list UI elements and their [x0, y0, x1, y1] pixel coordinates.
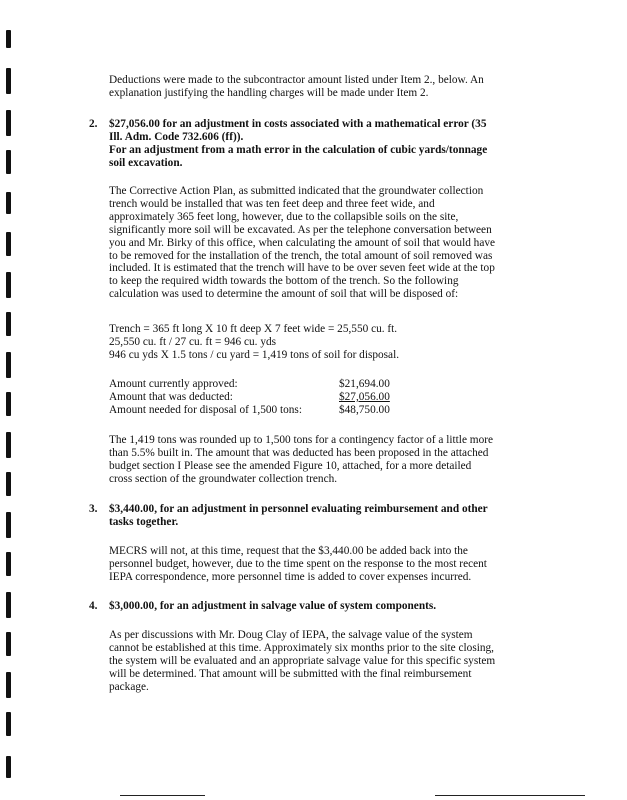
calculation-block: [109, 323, 399, 362]
paragraph-line: As per discussions with Mr. Doug Clay of IEPA, the salvage value of the system: [109, 629, 473, 641]
calculation-line: Trench = 365 ft long X 10 ft deep X 7 feet wide = 25,550 cu. ft.: [109, 323, 398, 335]
amount-value: $48,750.00: [339, 403, 390, 416]
heading-line: Ill. Adm. Code 732.606 (ff)).: [109, 130, 244, 143]
heading-line: For an adjustment from a math error in the calculation of cubic yards/tonnage: [109, 143, 488, 156]
paragraph-line: The Corrective Action Plan, as submitted indicated that the groundwater collection: [109, 185, 484, 197]
scan-edge-mark: [6, 552, 11, 576]
paragraph-line: cross section of the groundwater collection trench.: [109, 472, 338, 485]
paragraph-line: than 5.5% built in. The amount that was deducted has been proposed in the attached: [109, 446, 489, 459]
scan-edge-mark: [6, 272, 11, 298]
item-number: 3.: [89, 503, 98, 515]
scan-edge-mark: [6, 712, 11, 736]
paragraph-line: you and Mr. Birky of this office, when calculating the amount of soil that would have: [109, 236, 496, 249]
item-number: 4.: [89, 600, 98, 612]
scan-edge-mark: [6, 592, 11, 618]
heading-line: tasks together.: [109, 515, 179, 528]
paragraph-line: trench would be installed that was ten feet deep and three feet wide, and: [109, 197, 435, 210]
paragraph-line: MECRS will not, at this time, request that the $3,440.00 be added back into the: [109, 545, 468, 557]
paragraph-line: to be removed for the installation of the trench, the total amount of soil removed was: [109, 249, 493, 262]
amount-row: [109, 378, 390, 391]
amount-label: Amount currently approved:: [109, 378, 238, 390]
paragraph-line: the system will be evaluated and an appropriate salvage value for this specific system: [109, 654, 496, 667]
item-heading: [109, 503, 488, 529]
scan-edge-mark: [6, 632, 11, 656]
scan-edge-mark: [6, 192, 11, 214]
amount-row: [109, 391, 390, 404]
intro-line: explanation justifying the handling charges will be made under Item 2.: [109, 86, 429, 99]
scan-edge-mark: [6, 150, 11, 174]
intro-paragraph: [109, 74, 484, 100]
item-heading: [109, 118, 487, 170]
heading-line: $3,000.00, for an adjustment in salvage value of system components.: [109, 600, 437, 612]
paragraph-line: included. It is estimated that the trench will have to be over seven feet wide at the top: [109, 262, 495, 275]
scan-edge-mark: [6, 392, 11, 416]
item-paragraph: [109, 185, 495, 301]
paragraph-line: The 1,419 tons was rounded up to 1,500 tons for a contingency factor of a little more: [109, 434, 494, 446]
scan-edge-mark: [6, 672, 11, 698]
paragraph-line: to keep the required width towards the bottom of the trench. So the following: [109, 275, 459, 288]
item-closing-paragraph: [109, 434, 493, 486]
scan-edge-mark: [6, 472, 11, 496]
amount-label: Amount needed for disposal of 1,500 tons:: [109, 403, 302, 416]
amount-row: [109, 404, 390, 417]
amount-label: Amount that was deducted:: [109, 390, 233, 403]
paragraph-line: approximately 365 feet long, however, due to the collapsible soils on the site,: [109, 210, 459, 223]
scan-edge-mark: [6, 756, 11, 778]
intro-line: Deductions were made to the subcontractor amount listed under Item 2., below. An: [109, 74, 484, 86]
amount-value: $27,056.00: [339, 390, 390, 403]
item-heading: [109, 600, 436, 613]
amount-value: $21,694.00: [339, 378, 390, 390]
paragraph-line: will be determined. That amount will be submitted with the final reimbursement: [109, 667, 472, 680]
item-paragraph: [109, 629, 495, 694]
paragraph-line: budget section I Please see the amended Figure 10, attached, for a more detailed: [109, 459, 472, 472]
scan-edge-mark: [6, 110, 11, 136]
paragraph-line: IEPA correspondence, more personnel time is added to cover expenses incurred.: [109, 570, 472, 583]
scan-edge-mark: [6, 432, 11, 458]
paragraph-line: significantly more soil will be excavated. As per the telephone conversation between: [109, 223, 492, 236]
heading-line: soil excavation.: [109, 156, 183, 169]
item-paragraph: [109, 545, 487, 584]
scan-edge-mark: [6, 512, 11, 538]
scan-bottom-rule: [435, 795, 585, 796]
scan-edge-mark: [6, 68, 11, 94]
paragraph-line: package.: [109, 680, 149, 693]
calculation-line: 946 cu yds X 1.5 tons / cu yard = 1,419 tons of soil for disposal.: [109, 348, 400, 361]
scan-edge-mark: [6, 30, 11, 48]
paragraph-line: cannot be established at this time. Approximately six months prior to the site closing,: [109, 641, 494, 654]
scan-edge-mark: [6, 312, 11, 336]
item-number: 2.: [89, 118, 98, 130]
calculation-line: 25,550 cu. ft / 27 cu. ft = 946 cu. yds: [109, 335, 277, 348]
paragraph-line: calculation was used to determine the amount of soil that will be disposed of:: [109, 288, 459, 301]
amounts-table: [109, 378, 390, 417]
paragraph-line: personnel budget, however, due to the time spent on the response to the most recent: [109, 557, 487, 570]
scan-bottom-rule: [120, 795, 205, 796]
heading-line: $27,056.00 for an adjustment in costs associated with a mathematical error (35: [109, 118, 487, 130]
heading-line: $3,440.00, for an adjustment in personnel evaluating reimbursement and other: [109, 503, 488, 515]
scan-edge-mark: [6, 352, 11, 378]
scan-edge-mark: [6, 232, 11, 256]
